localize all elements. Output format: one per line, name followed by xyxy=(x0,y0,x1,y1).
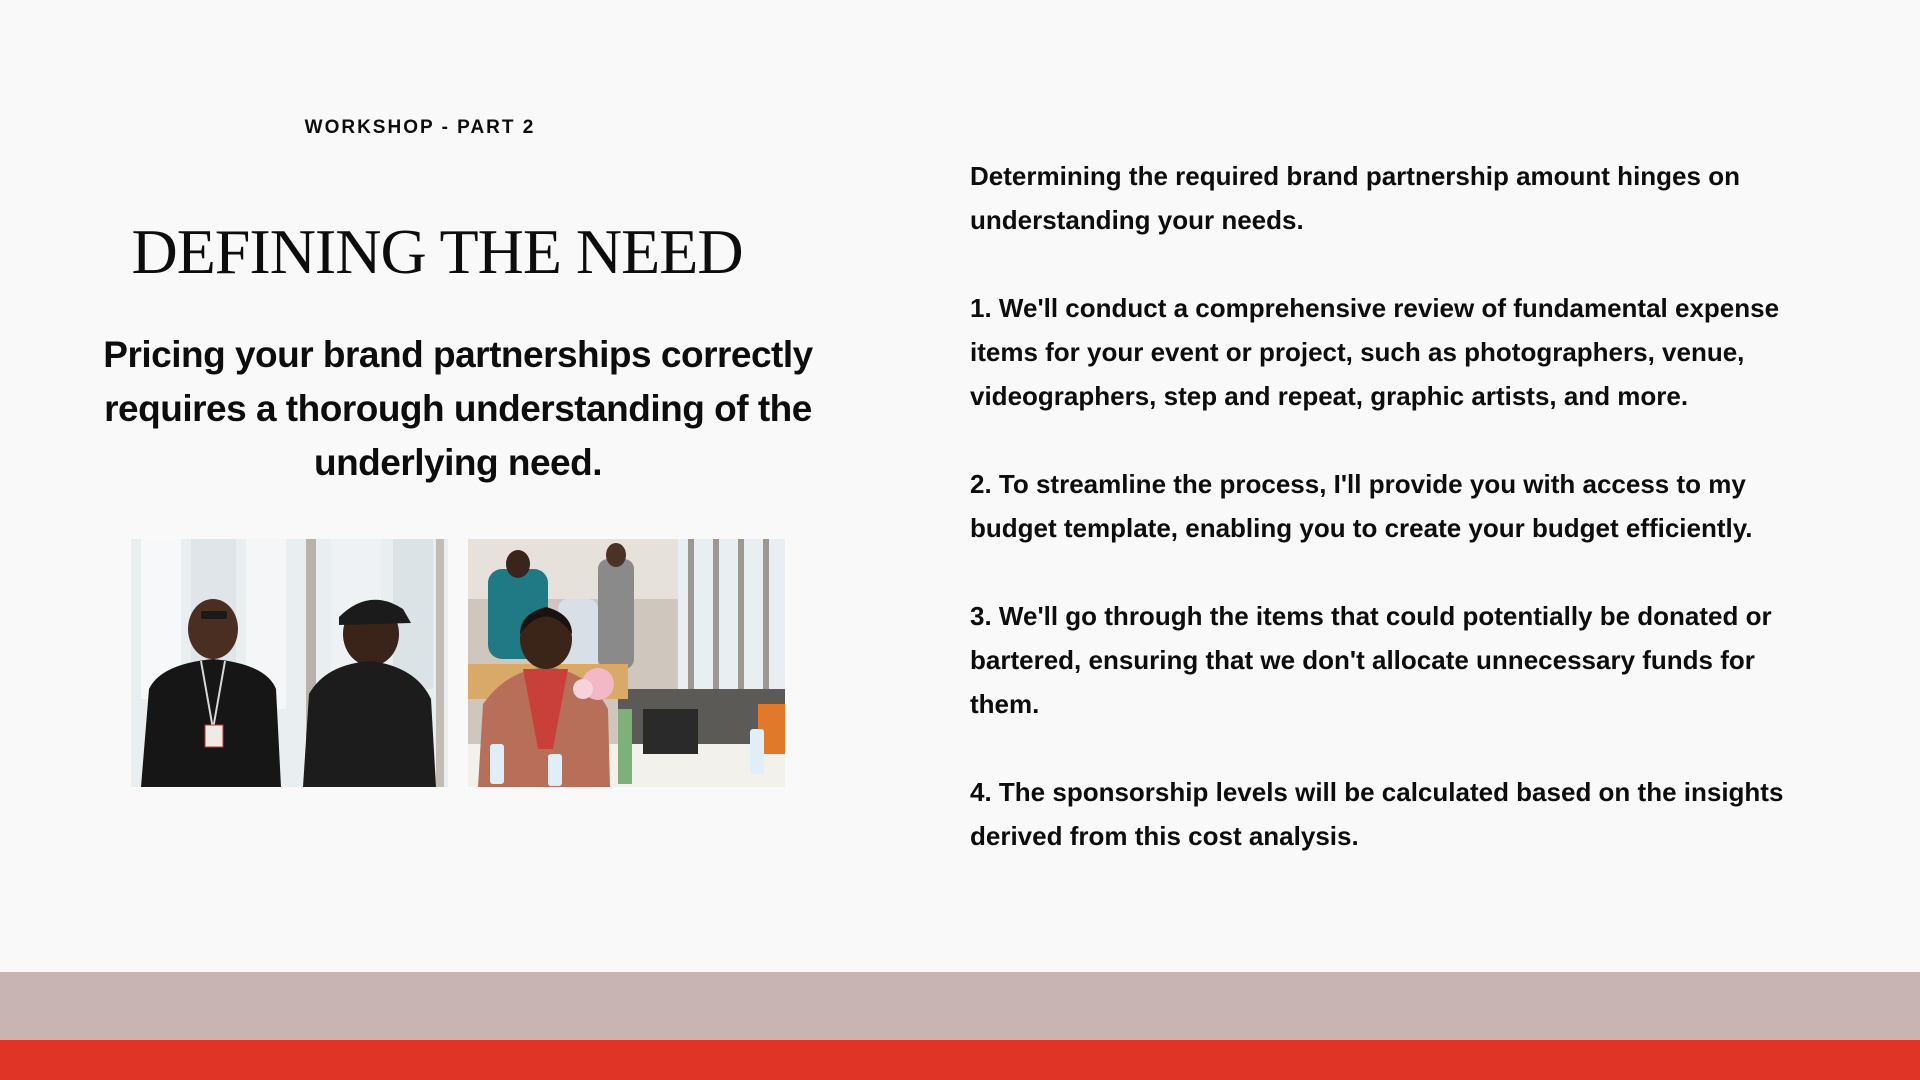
photo-two-men-talking-image xyxy=(131,539,448,787)
eyebrow-label: WORKSHOP - PART 2 xyxy=(304,117,536,138)
photo-two-men-talking xyxy=(131,539,448,787)
footer-band-mauve xyxy=(0,972,1920,1040)
slide-subtitle: Pricing your brand partnerships correctly requires a thorough understanding of the underlying need. xyxy=(103,334,813,483)
point-1: 1. We'll conduct a comprehensive review of fundamental expense items for your event or project, such as photographers, venue, videographers, step and repeat, graphic artists, and more. xyxy=(970,293,1780,411)
point-4: 4. The sponsorship levels will be calculated based on the insights derived from this cost analysis. xyxy=(970,777,1784,851)
point-3: 3. We'll go through the items that could potentially be donated or bartered, ensuring that we don't allocate unnecessary funds for them. xyxy=(970,601,1772,719)
body-text xyxy=(970,154,1820,902)
slide-title: DEFINING THE NEED xyxy=(131,216,743,287)
photo-woman-smiling-image xyxy=(468,539,785,787)
photo-woman-smiling xyxy=(468,539,785,787)
intro-paragraph: Determining the required brand partnership amount hinges on understanding your needs. xyxy=(970,161,1740,235)
point-2: 2. To streamline the process, I'll provide you with access to my budget template, enabling you to create your budget efficiently. xyxy=(970,469,1753,543)
footer-band-red xyxy=(0,1040,1920,1080)
